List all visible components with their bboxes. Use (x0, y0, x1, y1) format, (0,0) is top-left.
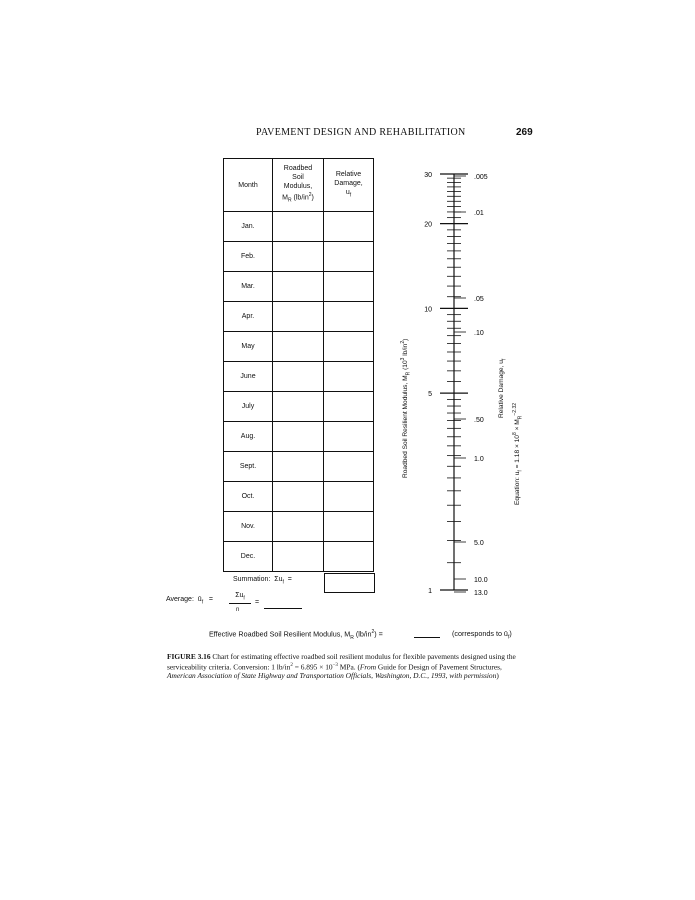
table-row (224, 422, 374, 452)
average-blank (264, 608, 302, 609)
table-row (224, 272, 374, 302)
damage-entry-cell (324, 362, 374, 392)
figure-caption: FIGURE 3.16 Chart for estimating effective roadbed soil resilient modulus for flexible pavements designed using the serviceability criteria. Conversion: 1 $lb/in^2 = 6.895 \times 10^{-3}$ MPa. (From Guide for Design of Pavement Structures, American Association of State Highway and Transportation Officials, Washington, D.C., 1993, with permission) (167, 652, 516, 681)
damage-entry-cell (324, 512, 374, 542)
damage-entry-cell (324, 242, 374, 272)
damage-entry-cell (324, 212, 374, 242)
modulus-entry-cell (273, 542, 324, 572)
damage-entry-cell (324, 542, 374, 572)
table-row (224, 542, 374, 572)
scale-label: .01 (474, 210, 484, 217)
modulus-entry-cell (273, 362, 324, 392)
average-label: Average: $ū_f$ = (166, 596, 214, 606)
damage-entry-cell (324, 392, 374, 422)
effective-modulus-blank (414, 637, 440, 638)
scale-label: .005 (474, 174, 488, 181)
left-axis-label: Roadbed Soil Resilient Modulus, $M_R$ ($10^3$ $lb/in^2$) (400, 338, 412, 478)
modulus-entry-cell (273, 392, 324, 422)
scale-label: 13.0 (474, 590, 488, 597)
damage-entry-cell (324, 482, 374, 512)
nomograph-scale (424, 172, 488, 597)
table-row (224, 362, 374, 392)
column-header-modulus: Roadbed Soil Modulus, $M_R$ $(lb/in^2)$ (273, 159, 324, 212)
equation-label: Equation: $u_f = 1.18 \times 10^8 \times M_R^{-2.32}$ (512, 402, 524, 505)
modulus-entry-cell (273, 452, 324, 482)
page-number: 269 (516, 127, 533, 138)
column-header-damage: Relative Damage, $u_f$ (324, 159, 374, 212)
month-cell: Apr. (224, 302, 273, 332)
scale-label: 30 (424, 172, 432, 179)
month-cell: May (224, 332, 273, 362)
scale-label: 5.0 (474, 540, 484, 547)
table-row (224, 302, 374, 332)
scale-label: 1.0 (474, 456, 484, 463)
scale-label: 10 (424, 306, 432, 314)
modulus-entry-cell (273, 242, 324, 272)
running-header-title: PAVEMENT DESIGN AND REHABILITATION (256, 127, 466, 138)
month-cell: Jan. (224, 212, 273, 242)
damage-entry-cell (324, 332, 374, 362)
month-cell: Mar. (224, 272, 273, 302)
scale-label: 5 (428, 391, 432, 399)
damage-entry-cell (324, 272, 374, 302)
table-row (224, 212, 374, 242)
effective-modulus-note: (corresponds to $ū_f$) (452, 629, 512, 641)
summation-entry-box (324, 573, 375, 593)
average-denominator: n (236, 607, 240, 613)
average-equals: = (255, 599, 260, 606)
table-row (224, 482, 374, 512)
scale-label: .10 (474, 330, 484, 337)
average-numerator: $\Sigma u_f$ (235, 592, 245, 602)
damage-entry-cell (324, 452, 374, 482)
month-cell: Sept. (224, 452, 273, 482)
modulus-entry-cell (273, 332, 324, 362)
scale-label: .50 (474, 417, 484, 424)
modulus-entry-cell (273, 302, 324, 332)
fraction-bar (229, 603, 251, 604)
month-cell: Feb. (224, 242, 273, 272)
monthly-modulus-table (223, 158, 374, 572)
table-row (224, 392, 374, 422)
table-row (224, 512, 374, 542)
modulus-entry-cell (273, 512, 324, 542)
month-cell: June (224, 362, 273, 392)
modulus-entry-cell (273, 272, 324, 302)
table-row (224, 452, 374, 482)
scale-label: 20 (424, 221, 432, 229)
right-axis-label: Relative Damage, $u_f$ (498, 358, 508, 418)
scale-label: 1 (428, 588, 432, 595)
damage-entry-cell (324, 422, 374, 452)
month-cell: July (224, 392, 273, 422)
scale-label: .05 (474, 296, 484, 303)
month-cell: Oct. (224, 482, 273, 512)
effective-modulus-label: Effective Roadbed Soil Resilient Modulus, $M_R$ $(lb/in^2)$ = (209, 629, 383, 641)
month-cell: Dec. (224, 542, 273, 572)
scale-label: 10.0 (474, 577, 488, 584)
summation-row: Summation: $\Sigma u_f$ = (233, 576, 292, 586)
table-row (224, 332, 374, 362)
month-cell: Aug. (224, 422, 273, 452)
modulus-entry-cell (273, 482, 324, 512)
modulus-entry-cell (273, 422, 324, 452)
damage-entry-cell (324, 302, 374, 332)
table-row (224, 242, 374, 272)
column-header-month: Month (224, 159, 273, 212)
month-cell: Nov. (224, 512, 273, 542)
modulus-entry-cell (273, 212, 324, 242)
